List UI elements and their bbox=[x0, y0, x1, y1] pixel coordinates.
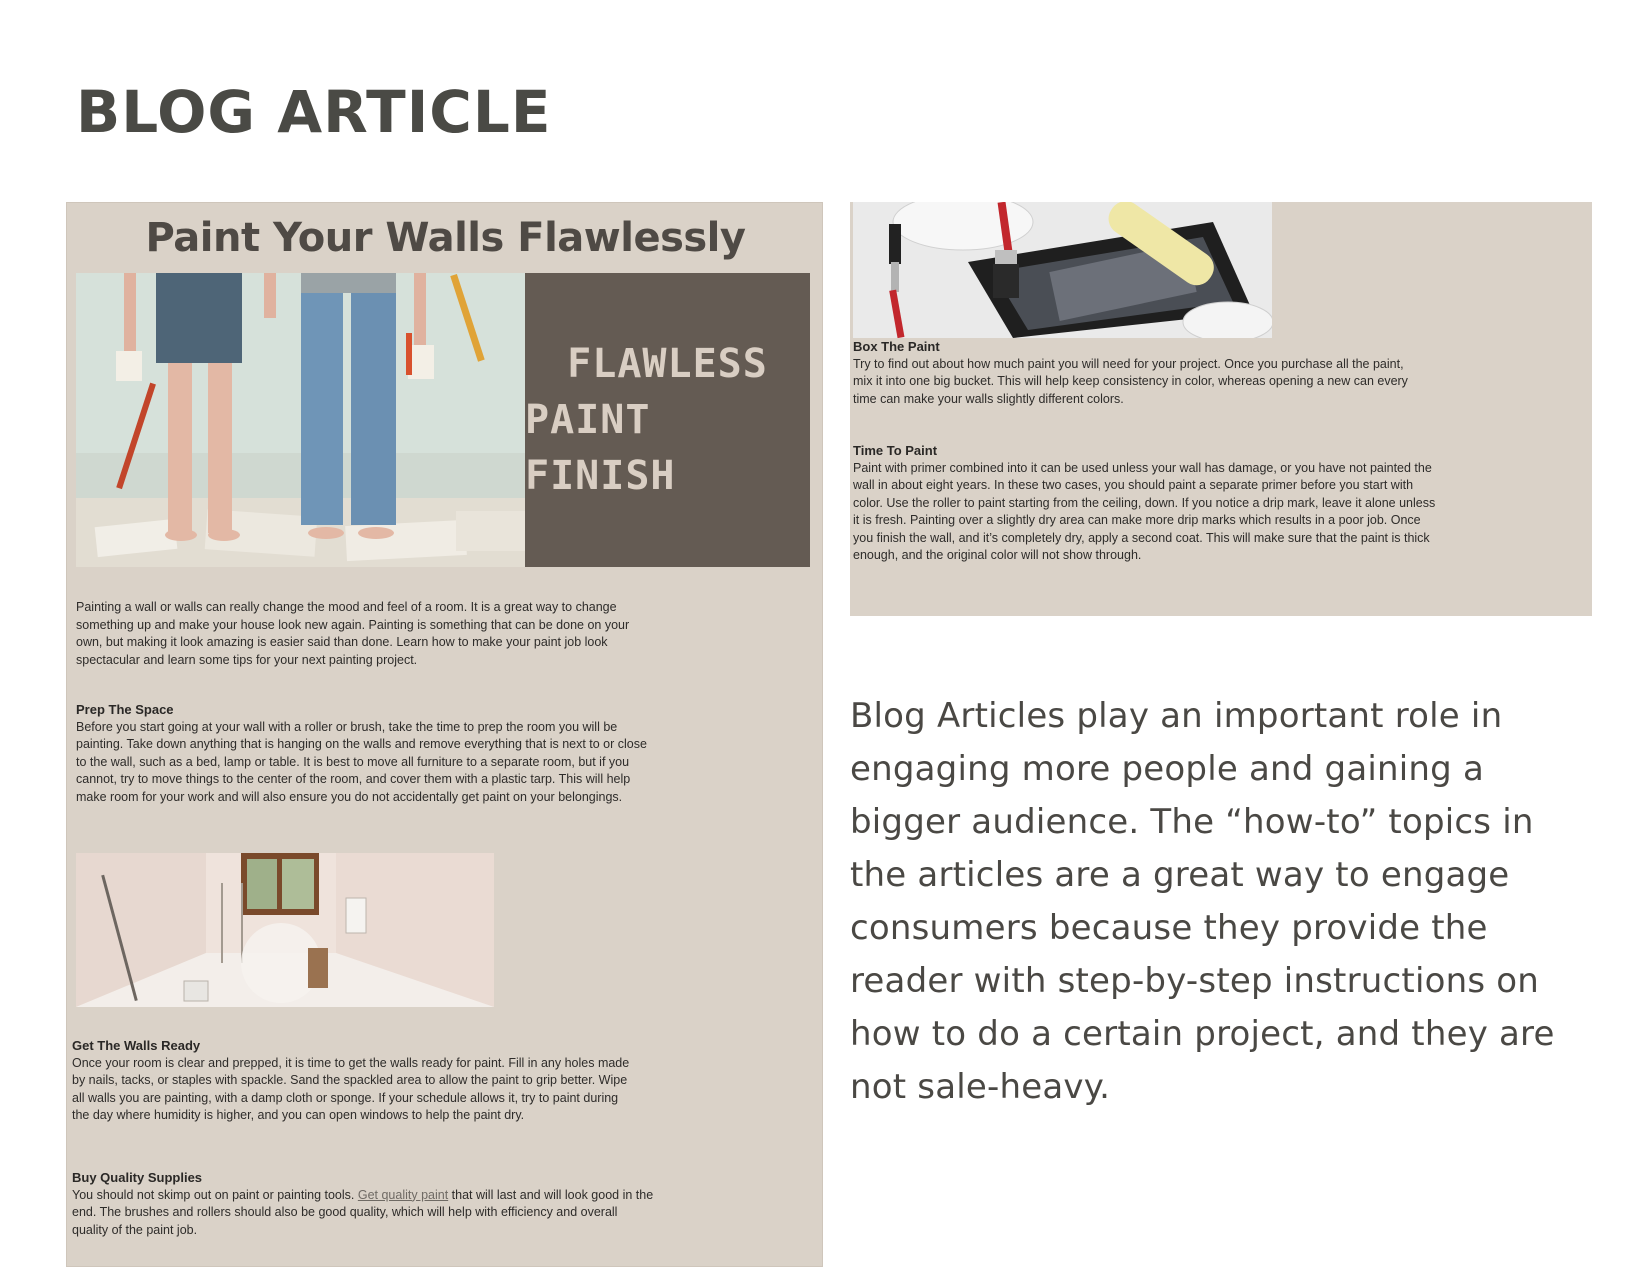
empty-room-photo bbox=[76, 853, 494, 1007]
hero-title-box bbox=[525, 273, 810, 567]
section-body: Once your room is clear and prepped, it is time to get the walls ready for paint. Fill in any holes made by nails, tacks, or staples with spackle. Sand the spackled area to allow the paint to grip better. Wipe all walls you are painting, with a damp cloth or sponge. If your schedule allows it, try to paint during the day where humidity is higher, and you can open windows to help the paint dry. bbox=[72, 1055, 630, 1122]
section-heading: Box The Paint bbox=[853, 339, 940, 354]
hero-painters-photo bbox=[76, 273, 525, 567]
paint-tools-photo bbox=[853, 202, 1272, 338]
section-body-text: that will last and will look good in the end. The brushes and rollers should also be good quality, which will help with efficiency and overall quality of the paint job. bbox=[72, 1187, 654, 1237]
section-box bbox=[853, 338, 1423, 408]
section-walls bbox=[72, 1037, 632, 1125]
section-body: Paint with primer combined into it can be used unless your wall has damage, or you have not painted the wall in about eight years. In these two cases, you should paint a separate primer before you start with color. Use the roller to paint starting from the ceiling, down. If you notice a drip mark, leave it alone unless it is fresh. Painting over a slightly dry area can make more drip marks which results in a poor job. Once you finish the wall, and it’s completely dry, apply a second coat. This will make sure that the paint is thick enough, and the original color will not show through. bbox=[853, 460, 1436, 562]
article-panel-right bbox=[850, 202, 1592, 616]
section-heading: Get The Walls Ready bbox=[72, 1038, 201, 1053]
section-time bbox=[853, 442, 1443, 565]
section-heading: Time To Paint bbox=[853, 443, 938, 458]
section-body: Try to find out about how much paint you will need for your project. Once you purchase all the paint, mix it into one big bucket. This will help keep consistency in color, whereas opening a new can every time can make your walls slightly different colors. bbox=[853, 356, 1408, 406]
section-body bbox=[72, 1187, 654, 1240]
section-body-text: You should not skimp out on paint or painting tools. bbox=[72, 1187, 358, 1202]
section-heading: Prep The Space bbox=[76, 702, 174, 717]
hero-banner bbox=[76, 273, 810, 567]
section-body: Before you start going at your wall with a roller or brush, take the time to prep the room you will be painting. Take down anything that is hanging on the walls and remove everything that is next to or close to the wall, such as a bed, lamp or table. It is best to move all furniture to a separate room, but if you cannot, try to move things to the center of the room, and cover them with a plastic tarp. This will help make room for your work and will also ensure you do not accidentally get paint on your belongings. bbox=[76, 719, 647, 804]
page-title: BLOG ARTICLE bbox=[76, 78, 552, 146]
quality-paint-link[interactable]: Get quality paint bbox=[357, 1187, 449, 1202]
section-supplies bbox=[72, 1169, 654, 1239]
blog-articles-description: Blog Articles play an important role in engaging more people and gaining a bigger audience. The “how-to” topics in the articles are a great way to engage consumers because they provide the reader with step-by-step instructions on how to do a certain project, and they are not sale-heavy. bbox=[850, 696, 1555, 1107]
section-prep bbox=[76, 701, 648, 806]
hero-text-line1: FLAWLESS bbox=[567, 341, 768, 387]
intro-paragraph: Painting a wall or walls can really change the mood and feel of a room. It is a great way to change something up and make your house look new again. Painting is something that can be done on your own, but making it look amazing is easier said than done. Learn how to make your paint job look spectacular and learn some tips for your next painting project. bbox=[76, 600, 630, 667]
hero-text-line2: PAINT FINISH bbox=[525, 397, 676, 499]
article-title: Paint Your Walls Flawlessly bbox=[145, 215, 746, 261]
article-panel-left bbox=[66, 202, 823, 1267]
section-heading: Buy Quality Supplies bbox=[72, 1170, 203, 1185]
